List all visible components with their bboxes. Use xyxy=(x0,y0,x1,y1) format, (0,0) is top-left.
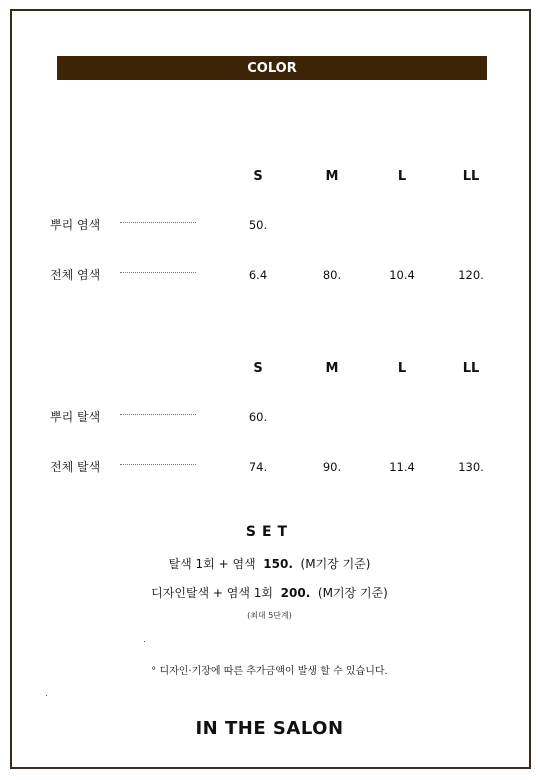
price-cell: 11.4 xyxy=(389,460,415,474)
size-header-ll: LL xyxy=(462,169,480,184)
set-line-2-note: (M기장 기준) xyxy=(317,586,388,600)
set-line-1 xyxy=(0,555,539,572)
row-label-full-bleach: 전체 탈색 xyxy=(50,460,101,474)
set-line-1-text: 탈색 1회 + 염색 xyxy=(168,557,256,571)
page-border xyxy=(10,9,531,769)
price-cell: 50. xyxy=(248,218,268,232)
stray-dot xyxy=(144,641,145,642)
size-header-l: L xyxy=(397,361,407,376)
price-cell: 10.4 xyxy=(389,268,415,282)
size-header-l: L xyxy=(397,169,407,184)
leader-dots xyxy=(120,272,196,273)
leader-dots xyxy=(120,222,196,223)
row-label-root-bleach: 뿌리 탈색 xyxy=(50,410,101,424)
price-cell: 130. xyxy=(458,460,484,474)
set-line-1-note: (M기장 기준) xyxy=(300,557,371,571)
row-label-root-dye: 뿌리 염색 xyxy=(50,218,101,232)
set-line-1-price: 150. xyxy=(263,557,293,571)
set-line-2-text: 디자인탈색 + 염색 1회 xyxy=(151,586,274,600)
price-cell: 60. xyxy=(248,410,268,424)
size-header-m: M xyxy=(325,169,339,184)
size-header-ll: LL xyxy=(462,361,480,376)
price-cell: 120. xyxy=(458,268,484,282)
row-label-full-dye: 전체 염색 xyxy=(50,268,101,282)
size-header-s: S xyxy=(253,169,263,184)
stray-dot xyxy=(46,695,47,696)
set-small-note: (최대 5단계) xyxy=(247,611,292,620)
section-header-color xyxy=(57,56,487,80)
leader-dots xyxy=(120,414,196,415)
leader-dots xyxy=(120,464,196,465)
surcharge-notice: ° 디자인·기장에 따른 추가금액이 발생 할 수 있습니다. xyxy=(151,666,388,677)
set-line-2-price: 200. xyxy=(280,586,311,600)
set-title: SET xyxy=(245,524,294,540)
price-cell: 6.4 xyxy=(248,268,268,282)
price-cell: 74. xyxy=(248,460,268,474)
price-cell: 80. xyxy=(322,268,342,282)
price-cell: 90. xyxy=(322,460,342,474)
brand-name: IN THE SALON xyxy=(195,718,344,739)
size-header-s: S xyxy=(253,361,263,376)
size-header-m: M xyxy=(325,361,339,376)
set-line-2 xyxy=(0,584,539,601)
section-title: COLOR xyxy=(247,60,297,76)
